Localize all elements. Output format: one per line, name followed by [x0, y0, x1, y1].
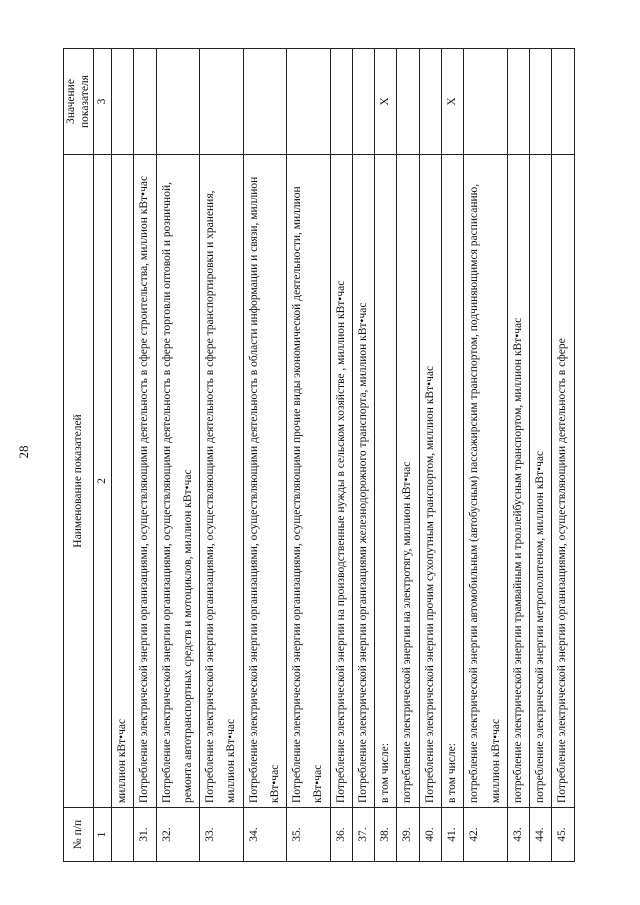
table-row	[134, 49, 156, 862]
table-row	[552, 49, 574, 862]
row-name: Потребление электрической энергии организациями, осуществляющими прочие виды экономической деятельности, миллион кВт•час	[287, 155, 331, 808]
row-name: Потребление электрической энергии прочим сухопутным транспортом, миллион кВт•час	[419, 155, 441, 808]
row-name: в том числе:	[441, 155, 463, 808]
row-number: 37.	[352, 808, 374, 862]
row-value	[552, 49, 574, 155]
row-value	[419, 49, 441, 155]
table-index-row	[94, 49, 112, 862]
row-number: 44.	[530, 808, 552, 862]
row-value	[530, 49, 552, 155]
table-row	[464, 49, 508, 862]
table-row	[375, 49, 397, 862]
table-row	[112, 49, 134, 862]
header-name: Наименование показателей	[64, 155, 94, 808]
table-row	[243, 49, 287, 862]
row-value	[507, 49, 529, 155]
header-value: Значение показателя	[64, 49, 94, 155]
row-name: Потребление электрической энергии организациями, осуществляющими деятельность в сфере строительства, миллион кВт•час	[134, 155, 156, 808]
row-name: Потребление электрической энергии организациями, осуществляющими деятельность в сфере	[552, 155, 574, 808]
header-num: № п/п	[64, 808, 94, 862]
row-number: 39.	[397, 808, 419, 862]
row-value: Х	[441, 49, 463, 155]
index-1: 1	[94, 808, 112, 862]
row-value: Х	[375, 49, 397, 155]
row-number: 38.	[375, 808, 397, 862]
table-row	[397, 49, 419, 862]
table-row	[507, 49, 529, 862]
table-row	[419, 49, 441, 862]
row-value	[397, 49, 419, 155]
row-number: 45.	[552, 808, 574, 862]
row-number: 31.	[134, 808, 156, 862]
row-value	[352, 49, 374, 155]
row-name: потребление электрической энергии на электротягу, миллион кВт•час	[397, 155, 419, 808]
row-value	[464, 49, 508, 155]
row-number: 35.	[287, 808, 331, 862]
row-number: 43.	[507, 808, 529, 862]
table-row	[530, 49, 552, 862]
row-value	[112, 49, 134, 155]
table-row	[441, 49, 463, 862]
row-value	[134, 49, 156, 155]
row-name: миллион кВт•час	[112, 155, 134, 808]
row-name: Потребление электрической энергии организациями, осуществляющими деятельность в области информации и связи, миллион кВт•час	[243, 155, 287, 808]
row-number: 41.	[441, 808, 463, 862]
table-row	[156, 49, 200, 862]
row-number	[112, 808, 134, 862]
page-number: 28	[16, 445, 31, 459]
table-header-row	[64, 49, 94, 862]
row-number: 42.	[464, 808, 508, 862]
row-name: Потребление электрической энергии организациями, осуществляющими деятельность в сфере транспортировки и хранения, миллион кВт•час	[200, 155, 244, 808]
rotated-table-wrapper	[63, 48, 569, 862]
row-number: 33.	[200, 808, 244, 862]
row-number: 36.	[330, 808, 352, 862]
table-row	[352, 49, 374, 862]
row-name: потребление электрической энергии трамвайным и троллейбусным транспортом, миллион кВт•час	[507, 155, 529, 808]
row-name: Потребление электрической энергии организациями, осуществляющими деятельность в сфере торговли оптовой и розничной, ремонта автотранспортных средств и мотоциклов, миллион кВт•час	[156, 155, 200, 808]
table-row	[200, 49, 244, 862]
row-value	[287, 49, 331, 155]
row-number: 34.	[243, 808, 287, 862]
row-value	[330, 49, 352, 155]
row-name: потребление электрической энергии автомобильным (автобусным) пассажирским транспортом, подчиняющимся расписанию, миллион кВт•час	[464, 155, 508, 808]
index-2: 2	[94, 155, 112, 808]
row-name: потребление электрической энергии метрополитеном, миллион кВт•час	[530, 155, 552, 808]
indicators-table	[63, 48, 575, 862]
row-name: в том числе:	[375, 155, 397, 808]
table-row	[330, 49, 352, 862]
row-name: Потребление электрической энергии организациями железнодорожного транспорта, миллион кВт•час	[352, 155, 374, 808]
table-row	[287, 49, 331, 862]
row-value	[243, 49, 287, 155]
row-value	[156, 49, 200, 155]
row-value	[200, 49, 244, 155]
row-number: 32.	[156, 808, 200, 862]
index-3: 3	[94, 49, 112, 155]
row-number: 40.	[419, 808, 441, 862]
row-name: Потребление электрической энергии на производственные нужды в сельском хозяйстве , миллион кВт•час	[330, 155, 352, 808]
